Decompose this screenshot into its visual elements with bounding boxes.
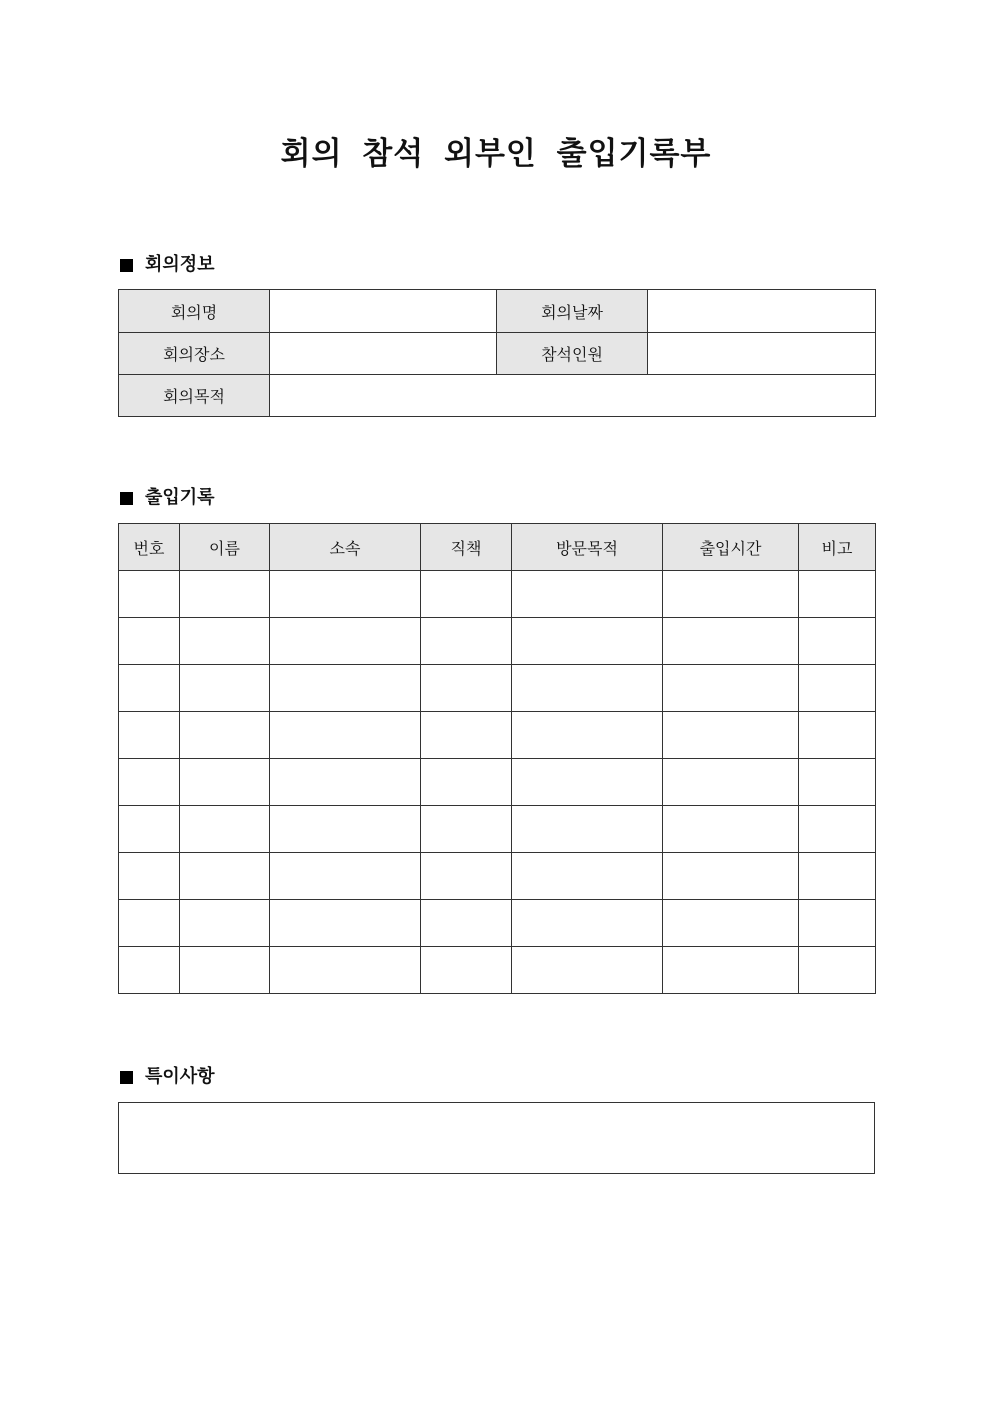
entry-cell-position[interactable] — [421, 759, 512, 806]
notes-heading-label: 특이사항 — [145, 1066, 215, 1087]
meeting-date-field[interactable] — [648, 290, 876, 333]
entry-cell-position[interactable] — [421, 712, 512, 759]
entry-cell-name[interactable] — [180, 806, 270, 853]
entry-cell-entry-time[interactable] — [663, 571, 799, 618]
entry-cell-remarks[interactable] — [799, 712, 876, 759]
column-header-position: 직책 — [421, 524, 512, 571]
entry-cell-affiliation[interactable] — [270, 806, 421, 853]
column-header-number: 번호 — [119, 524, 180, 571]
entry-cell-entry-time[interactable] — [663, 900, 799, 947]
entry-cell-position[interactable] — [421, 900, 512, 947]
entry-cell-number[interactable] — [119, 947, 180, 994]
meeting-place-field[interactable] — [270, 333, 497, 375]
entry-cell-visit-purpose[interactable] — [512, 759, 663, 806]
entry-cell-number[interactable] — [119, 618, 180, 665]
entry-cell-position[interactable] — [421, 947, 512, 994]
column-header-visit-purpose: 방문목적 — [512, 524, 663, 571]
entry-cell-name[interactable] — [180, 571, 270, 618]
square-bullet-icon — [120, 1071, 133, 1084]
entry-cell-name[interactable] — [180, 665, 270, 712]
entry-cell-position[interactable] — [421, 853, 512, 900]
entry-cell-number[interactable] — [119, 665, 180, 712]
table-row — [119, 712, 876, 759]
entry-cell-remarks[interactable] — [799, 759, 876, 806]
entry-cell-affiliation[interactable] — [270, 571, 421, 618]
entry-cell-name[interactable] — [180, 853, 270, 900]
entry-cell-visit-purpose[interactable] — [512, 618, 663, 665]
entry-cell-visit-purpose[interactable] — [512, 806, 663, 853]
meeting-info-table — [118, 289, 876, 417]
entry-cell-affiliation[interactable] — [270, 947, 421, 994]
entry-cell-number[interactable] — [119, 571, 180, 618]
page-title: 회의 참석 외부인 출입기록부 — [280, 136, 712, 172]
table-row — [119, 806, 876, 853]
entry-cell-visit-purpose[interactable] — [512, 900, 663, 947]
entry-cell-name[interactable] — [180, 712, 270, 759]
column-header-affiliation: 소속 — [270, 524, 421, 571]
entry-cell-affiliation[interactable] — [270, 759, 421, 806]
column-header-name: 이름 — [180, 524, 270, 571]
entry-log-table — [118, 523, 876, 994]
table-row — [119, 853, 876, 900]
entry-cell-position[interactable] — [421, 806, 512, 853]
entry-cell-name[interactable] — [180, 900, 270, 947]
table-row — [119, 618, 876, 665]
entry-cell-number[interactable] — [119, 900, 180, 947]
entry-cell-remarks[interactable] — [799, 665, 876, 712]
entry-cell-number[interactable] — [119, 853, 180, 900]
meeting-purpose-label: 회의목적 — [119, 375, 270, 417]
square-bullet-icon — [120, 259, 133, 272]
meeting-info-row — [119, 333, 876, 375]
entry-cell-remarks[interactable] — [799, 571, 876, 618]
entry-cell-name[interactable] — [180, 947, 270, 994]
entry-cell-affiliation[interactable] — [270, 900, 421, 947]
entry-cell-name[interactable] — [180, 618, 270, 665]
notes-heading — [118, 1065, 215, 1089]
entry-cell-visit-purpose[interactable] — [512, 712, 663, 759]
table-row — [119, 947, 876, 994]
entry-cell-affiliation[interactable] — [270, 853, 421, 900]
table-row — [119, 571, 876, 618]
meeting-name-field[interactable] — [270, 290, 497, 333]
meeting-date-label: 회의날짜 — [497, 290, 648, 333]
entry-cell-entry-time[interactable] — [663, 947, 799, 994]
entry-log-heading-label: 출입기록 — [145, 487, 215, 508]
entry-cell-number[interactable] — [119, 759, 180, 806]
table-row — [119, 900, 876, 947]
meeting-name-label: 회의명 — [119, 290, 270, 333]
entry-cell-remarks[interactable] — [799, 853, 876, 900]
entry-log-body — [119, 571, 876, 994]
entry-cell-visit-purpose[interactable] — [512, 571, 663, 618]
meeting-info-row — [119, 375, 876, 417]
meeting-info-row — [119, 290, 876, 333]
meeting-info-heading — [118, 253, 215, 277]
meeting-place-label: 회의장소 — [119, 333, 270, 375]
column-header-remarks: 비고 — [799, 524, 876, 571]
entry-cell-entry-time[interactable] — [663, 712, 799, 759]
entry-log-heading — [118, 486, 215, 510]
entry-cell-number[interactable] — [119, 712, 180, 759]
entry-cell-remarks[interactable] — [799, 806, 876, 853]
column-header-entry-time: 출입시간 — [663, 524, 799, 571]
attendee-count-field[interactable] — [648, 333, 876, 375]
entry-cell-visit-purpose[interactable] — [512, 947, 663, 994]
entry-cell-affiliation[interactable] — [270, 712, 421, 759]
attendee-count-label: 참석인원 — [497, 333, 648, 375]
entry-cell-affiliation[interactable] — [270, 618, 421, 665]
entry-cell-entry-time[interactable] — [663, 853, 799, 900]
entry-cell-name[interactable] — [180, 759, 270, 806]
entry-cell-position[interactable] — [421, 665, 512, 712]
entry-cell-entry-time[interactable] — [663, 665, 799, 712]
entry-cell-entry-time[interactable] — [663, 618, 799, 665]
entry-cell-entry-time[interactable] — [663, 759, 799, 806]
entry-cell-number[interactable] — [119, 806, 180, 853]
table-row — [119, 759, 876, 806]
meeting-info-heading-label: 회의정보 — [145, 254, 215, 275]
entry-cell-remarks[interactable] — [799, 947, 876, 994]
entry-cell-position[interactable] — [421, 618, 512, 665]
entry-cell-visit-purpose[interactable] — [512, 853, 663, 900]
entry-cell-entry-time[interactable] — [663, 806, 799, 853]
meeting-purpose-field[interactable] — [270, 375, 876, 417]
entry-cell-remarks[interactable] — [799, 618, 876, 665]
entry-cell-remarks[interactable] — [799, 900, 876, 947]
entry-cell-visit-purpose[interactable] — [512, 665, 663, 712]
entry-log-header-row — [119, 524, 876, 571]
entry-cell-affiliation[interactable] — [270, 665, 421, 712]
table-row — [119, 665, 876, 712]
square-bullet-icon — [120, 492, 133, 505]
notes-field[interactable] — [118, 1102, 875, 1174]
entry-cell-position[interactable] — [421, 571, 512, 618]
